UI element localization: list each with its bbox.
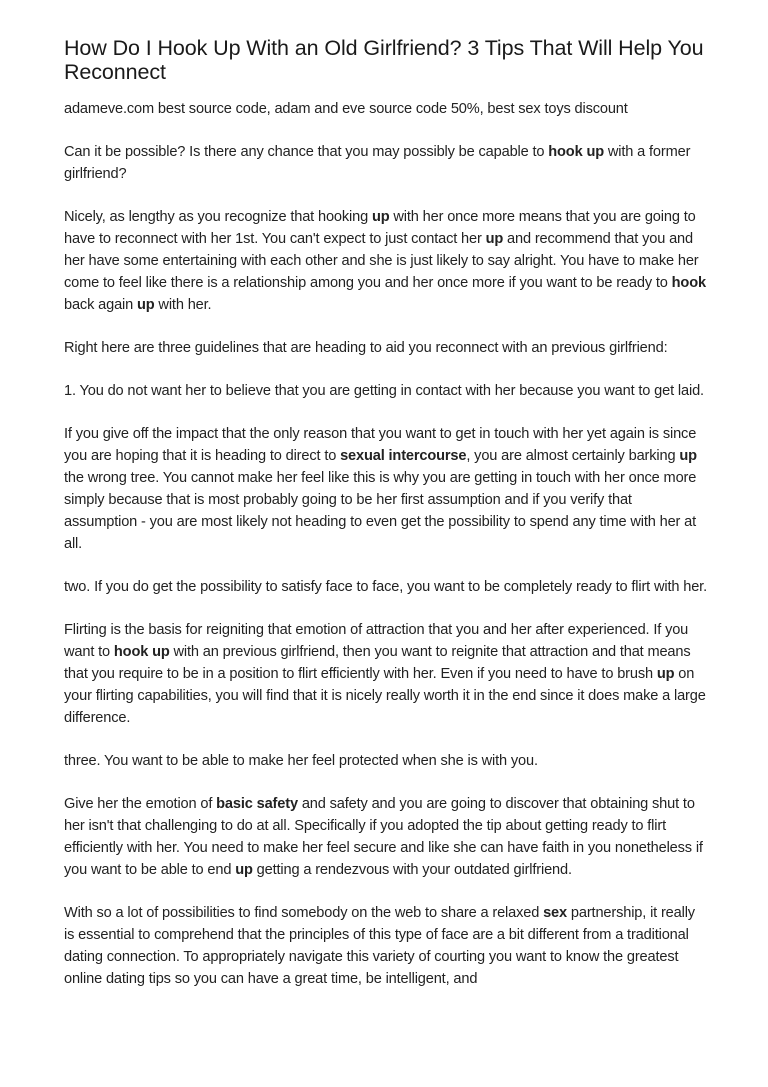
text-run: back again <box>64 297 137 313</box>
text-run: the wrong tree. You cannot make her feel like this is why you are getting in touch with her once more simply because that is most probably going to be her first assumption and if you verify that assumption - you are most likely not heading to even get the possibility to spend any time with her at all. <box>64 470 697 552</box>
paragraph <box>64 793 708 881</box>
page-title: How Do I Hook Up With an Old Girlfriend? 3 Tips That Will Help You Reconnect <box>64 36 704 84</box>
text-run: Flirting is the basis for reigniting that emotion of attraction that you and her after experienced. If you want to <box>64 622 689 660</box>
paragraph <box>64 619 708 729</box>
paragraph <box>64 206 708 316</box>
text-run: with an previous girlfriend, then you want to reignite that attraction and that means that you require to be in a position to flirt efficiently with her. Even if you need to have to brush <box>64 644 691 682</box>
text-run: and recommend that you and her have some entertaining with each other and she is just likely to say alright. You have to make her come to feel like there is a relationship among you and her once more if you want to be ready to <box>64 231 699 291</box>
keyword-bold: up <box>485 231 504 247</box>
keyword-bold: hook <box>671 275 706 291</box>
text-run: If you give off the impact that the only reason that you want to get in touch with her yet again is since you are hoping that it is heading to direct to <box>64 426 697 464</box>
text-run: partnership, it really is essential to comprehend that the principles of this type of face are a bit different from a traditional dating connection. To appropriately navigate this variety of courting you want to know the greatest online dating tips so you can have a great time, be intelligent, and <box>64 905 695 987</box>
keyword-bold: basic safety <box>216 796 298 812</box>
paragraph <box>64 576 708 598</box>
keyword-bold: up <box>656 666 675 682</box>
text-run: With so a lot of possibilities to find somebody on the web to share a relaxed <box>64 905 544 921</box>
text-run: three. You want to be able to make her feel protected when she is with you. <box>64 753 538 769</box>
text-run: Can it be possible? Is there any chance that you may possibly be capable to <box>64 144 549 160</box>
keyword-bold: up <box>679 448 697 464</box>
text-run: and safety and you are going to discover that obtaining shut to her isn't that challenging to do at all. Specifically if you adopted the tip about getting ready to flirt efficiently with her. You need to make her feel secure and like she can have faith in you nonetheless if you want to be able to end <box>64 796 703 878</box>
paragraph <box>64 380 708 402</box>
text-run: with a former girlfriend? <box>64 144 691 182</box>
text-run: on your flirting capabilities, you will find that it is nicely really worth it in the end since it does make a large difference. <box>64 666 706 726</box>
keyword-bold: up <box>235 862 253 878</box>
text-run: , you are almost certainly barking <box>466 448 680 464</box>
paragraph <box>64 98 708 120</box>
keyword-bold: up <box>137 297 155 313</box>
text-run: 1. You do not want her to believe that you are getting in contact with her because you want to get laid. <box>64 383 704 399</box>
text-run: Nicely, as lengthy as you recognize that hooking <box>64 209 372 225</box>
text-run: with her once more means that you are going to have to reconnect with her 1st. You can't expect to just contact her <box>64 209 696 247</box>
paragraph <box>64 750 708 772</box>
text-run: two. If you do get the possibility to satisfy face to face, you want to be completely ready to flirt with her. <box>64 579 707 595</box>
keyword-bold: sexual intercourse <box>340 448 467 464</box>
keyword-bold: hook up <box>548 144 604 160</box>
text-run: Give her the emotion of <box>64 796 217 812</box>
keyword-bold: hook up <box>113 644 170 660</box>
keyword-bold: sex <box>543 905 567 921</box>
paragraph <box>64 141 708 185</box>
paragraph <box>64 337 708 359</box>
paragraph <box>64 423 708 555</box>
text-run: Right here are three guidelines that are heading to aid you reconnect with an previous girlfriend: <box>64 340 668 356</box>
text-run: with her. <box>154 297 212 313</box>
text-run: adameve.com best source code, adam and eve source code 50%, best sex toys discount <box>64 101 628 117</box>
text-run: getting a rendezvous with your outdated girlfriend. <box>252 862 572 878</box>
keyword-bold: up <box>371 209 390 225</box>
document-body <box>64 98 708 990</box>
paragraph <box>64 902 708 990</box>
